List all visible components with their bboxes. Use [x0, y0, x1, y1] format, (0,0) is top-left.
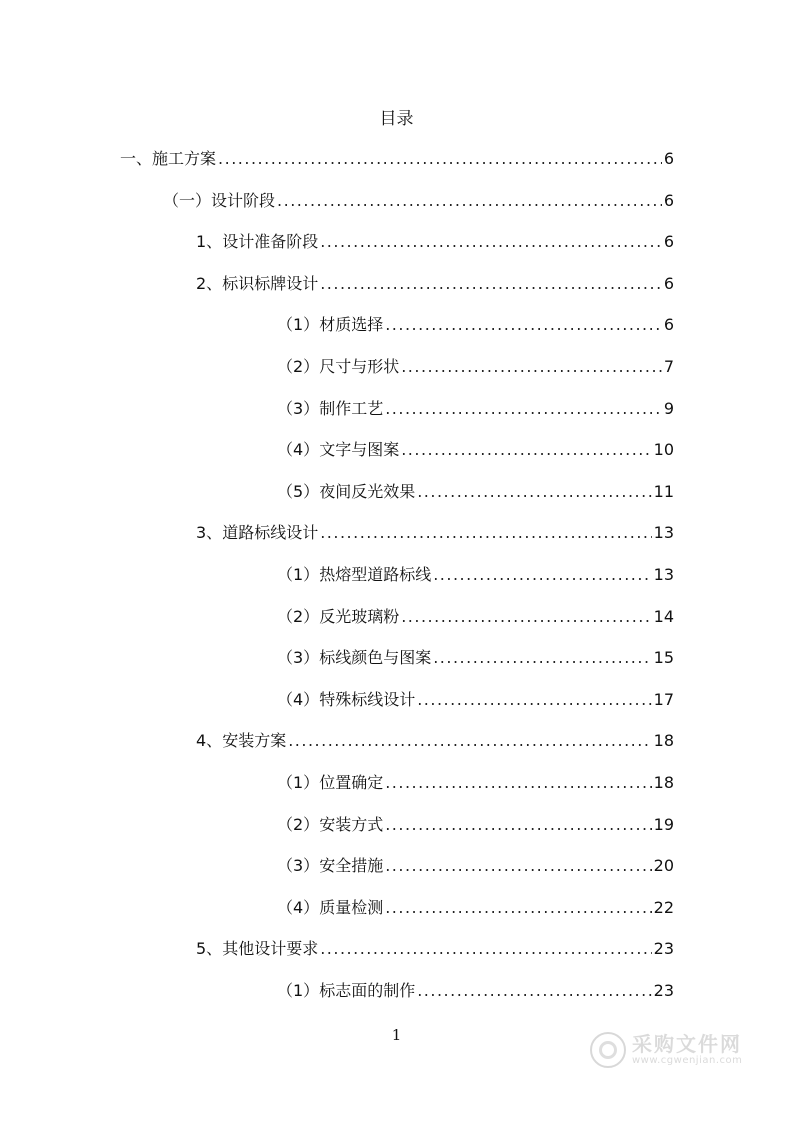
watermark-url: www.cgwenjian.com [632, 1055, 743, 1066]
toc-entry[interactable] [277, 814, 674, 836]
toc-dot-leader [385, 314, 662, 336]
toc-dot-leader [433, 564, 651, 586]
toc-entry-label: 安全措施 [319, 856, 384, 876]
toc-entry-page: 10 [653, 440, 674, 460]
toc-entry-page: 15 [653, 648, 674, 668]
toc-entry-label: 设计阶段 [211, 190, 276, 210]
toc-entry-number: （2） [277, 606, 320, 626]
toc-entry-page: 18 [653, 773, 674, 792]
toc-entry-number: （2） [277, 357, 320, 376]
toc-entry[interactable] [277, 564, 674, 586]
toc-entry-page: 23 [653, 981, 674, 1000]
toc-entry-label: 安装方式 [319, 814, 384, 834]
toc-entry-label: 制作工艺 [319, 398, 384, 418]
toc-dot-leader [277, 190, 662, 212]
toc-entry-label: 尺寸与形状 [319, 357, 400, 376]
toc-dot-leader [385, 772, 651, 794]
toc-entry[interactable] [196, 730, 674, 752]
toc-entry-number: （2） [277, 814, 320, 834]
toc-dot-leader [433, 647, 651, 669]
toc-entry-number: （1） [277, 565, 320, 584]
watermark-name: 采购文件网 [632, 1032, 742, 1056]
toc-entry-label: 质量检测 [319, 897, 384, 917]
toc-entry-number: 3、 [196, 523, 223, 543]
toc-entry[interactable] [277, 606, 674, 628]
toc-entry-page: 6 [663, 190, 674, 210]
toc-entry-label: 材质选择 [319, 315, 384, 335]
toc-entry-page: 14 [653, 606, 674, 626]
toc-entry[interactable] [277, 772, 674, 794]
toc-title: 目录 [379, 109, 414, 129]
toc-entry[interactable] [277, 897, 674, 919]
toc-dot-leader [288, 730, 651, 752]
toc-entry[interactable] [277, 314, 674, 336]
watermark-logo-icon [590, 1032, 626, 1068]
toc-entry-label: 夜间反光效果 [319, 481, 416, 501]
toc-entry[interactable] [277, 689, 674, 711]
toc-entry-page: 9 [663, 398, 674, 418]
toc-entry-label: 标识标牌设计 [222, 273, 319, 293]
toc-entry-page: 6 [663, 273, 674, 293]
toc-entry-page: 19 [653, 814, 674, 834]
toc-dot-leader [401, 356, 662, 378]
toc-dot-leader [385, 398, 662, 420]
toc-entry-number: （5） [277, 481, 320, 501]
toc-entry[interactable] [277, 481, 674, 503]
toc-entry-page: 22 [653, 897, 674, 917]
toc-dot-leader [385, 814, 651, 836]
toc-entry-label: 标志面的制作 [319, 981, 416, 1000]
toc-dot-leader [320, 273, 662, 295]
toc-entry-label: 位置确定 [319, 773, 384, 792]
toc-entry-label: 热熔型道路标线 [319, 565, 432, 584]
toc-entry[interactable] [120, 148, 674, 170]
toc-entry-number: （1） [277, 773, 320, 792]
toc-entry[interactable] [277, 855, 674, 877]
toc-entry[interactable] [196, 231, 674, 253]
toc-entry-number: （1） [277, 981, 320, 1000]
toc-dot-leader [385, 897, 651, 919]
toc-entry-number: （4） [277, 689, 320, 709]
toc-dot-leader [320, 231, 662, 253]
toc-entry-number: 5、 [196, 939, 223, 959]
toc-entry[interactable] [196, 938, 674, 960]
toc-entry[interactable] [277, 356, 674, 378]
toc-entry-page: 7 [663, 357, 674, 376]
toc-entry-page: 6 [663, 149, 674, 168]
toc-dot-leader [218, 148, 662, 170]
toc-entry-page: 23 [653, 939, 674, 959]
toc-entry-label: 特殊标线设计 [319, 689, 416, 709]
toc-entry-page: 6 [663, 232, 674, 252]
toc-entry-page: 20 [653, 856, 674, 876]
toc-entry[interactable] [163, 190, 674, 212]
toc-dot-leader [385, 855, 651, 877]
toc-entry-number: （4） [277, 440, 320, 460]
toc-entry-page: 11 [653, 481, 674, 501]
toc-entry[interactable] [196, 273, 674, 295]
toc-entry-number: 4、 [196, 731, 223, 751]
toc-entry-page: 13 [653, 523, 674, 543]
toc-entry[interactable] [277, 647, 674, 669]
toc-entry-label: 安装方案 [222, 731, 287, 751]
toc-entry-page: 17 [653, 689, 674, 709]
toc-entry-label: 标线颜色与图案 [319, 648, 432, 668]
toc-dot-leader [320, 522, 651, 544]
toc-entry-number: （3） [277, 648, 320, 668]
toc-entry-label: 其他设计要求 [222, 939, 319, 959]
toc-entry-label: 施工方案 [152, 149, 217, 168]
toc-entry-number: （一） [163, 190, 212, 210]
watermark [590, 1028, 760, 1072]
toc-entry-page: 13 [653, 565, 674, 584]
toc-entry-number: （1） [277, 315, 320, 335]
toc-entry-number: 2、 [196, 273, 223, 293]
toc-entry-label: 文字与图案 [319, 440, 400, 460]
toc-entry-page: 18 [653, 731, 674, 751]
toc-entry-page: 6 [663, 315, 674, 335]
toc-dot-leader [417, 481, 651, 503]
toc-entry-number: （3） [277, 398, 320, 418]
toc-entry-number: 一、 [120, 149, 153, 168]
toc-entry-number: （3） [277, 856, 320, 876]
toc-entry[interactable] [277, 439, 674, 461]
toc-entry[interactable] [196, 522, 674, 544]
toc-entry-label: 反光玻璃粉 [319, 606, 400, 626]
toc-dot-leader [417, 689, 651, 711]
toc-entry-number: 1、 [196, 232, 223, 252]
toc-dot-leader [401, 439, 651, 461]
toc-dot-leader [401, 606, 651, 628]
toc-entry-label: 设计准备阶段 [222, 232, 319, 252]
toc-dot-leader [320, 938, 651, 960]
toc-entry[interactable] [277, 398, 674, 420]
toc-entry[interactable] [277, 980, 674, 1002]
toc-dot-leader [417, 980, 651, 1002]
page-number: 1 [391, 1026, 402, 1044]
toc-entry-number: （4） [277, 897, 320, 917]
toc-entry-label: 道路标线设计 [222, 523, 319, 543]
